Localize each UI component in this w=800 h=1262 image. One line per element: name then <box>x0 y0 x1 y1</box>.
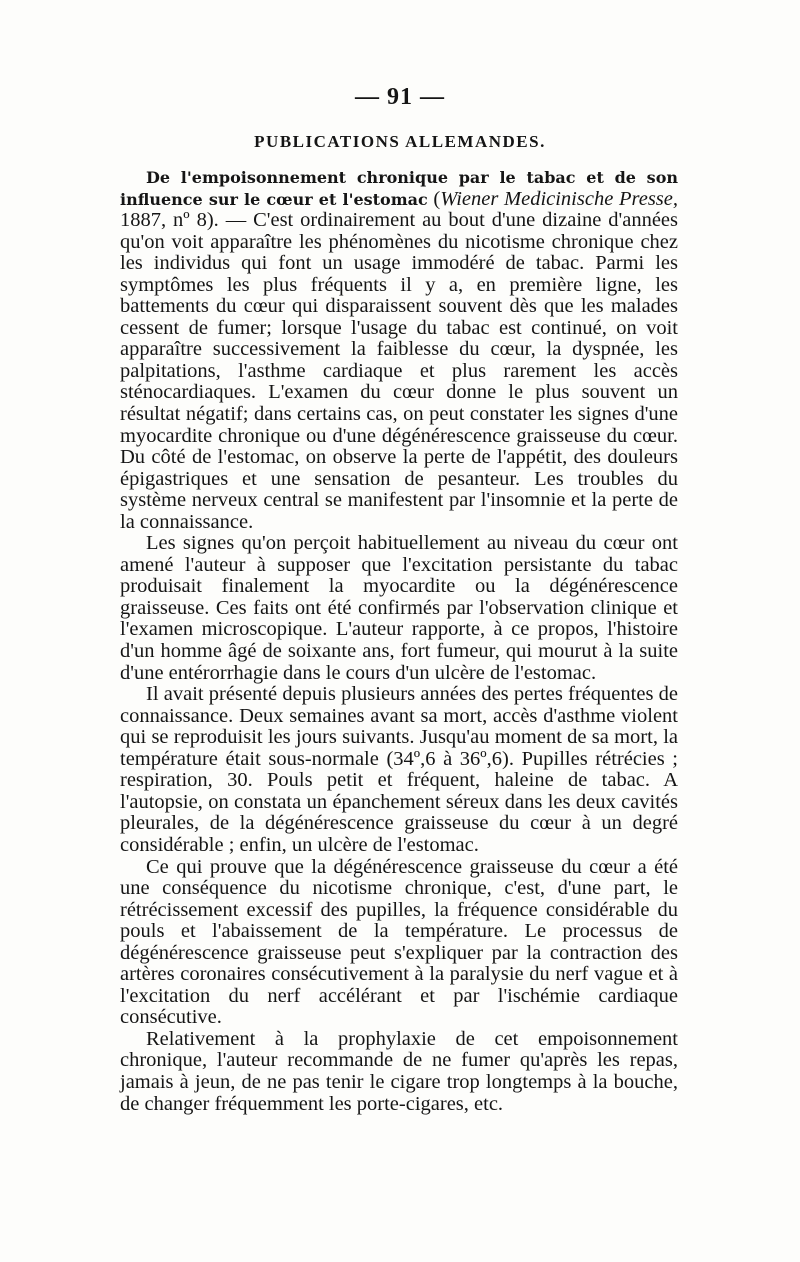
citation-open: ( <box>427 187 441 210</box>
paragraph: Ce qui prouve que la dégénérescence graisseuse du cœur a été une conséquence du nicotisme chronique, c'est, d'une part, le rétrécissement excessif des pupilles, la fréquence considérable du pouls et l'abaissement de la température. Le processus de dégénérescence graisseuse peut s'expliquer par la contraction des artères coronaires consécutivement à la paralysie du nerf vague et à l'excitation du nerf accélérant et par l'ischémie cardiaque consécutive. <box>120 855 678 1029</box>
paragraph: Relativement à la prophylaxie de cet empoisonnement chronique, l'auteur recommande de ne fumer qu'après les repas, jamais à jeun, de ne pas tenir le cigare trop longtemps à la bouche, de changer fréquemment les porte-cigares, etc. <box>120 1027 678 1115</box>
paragraph: Les signes qu'on perçoit habituellement au niveau du cœur ont amené l'auteur à supposer que l'excitation persistante du tabac produisait finalement la myocardite ou la dégénérescence graisseuse. Ces faits ont été confirmés par l'observation clinique et l'examen microscopique. L'auteur rapporte, à ce propos, l'histoire d'un homme âgé de soixante ans, fort fumeur, qui mourut à la suite d'une entérorrhagie dans le cours d'un ulcère de l'estomac. <box>120 532 678 684</box>
paragraph: Il avait présenté depuis plusieurs années des pertes fréquentes de connaissance. Deux semaines avant sa mort, accès d'asthme violent qui se reproduisit les jours suivants. Jusqu'au moment de sa mort, la température était sous-normale (34º,6 à 36º,6). Pupilles rétrécies ; respiration, 30. Pouls petit et fréquent, haleine de tabac. A l'autopsie, on constata un épanchement séreux dans les deux cavités pleurales, de la dégénérescence graisseuse du cœur à un degré considérable ; enfin, un ulcère de l'estomac. <box>120 683 678 856</box>
section-heading: PUBLICATIONS ALLEMANDES. <box>254 132 546 151</box>
article-body <box>120 167 678 1115</box>
article-title: De l'empoisonnement chronique par le tabac et de son influence sur le cœur et l'estomac <box>120 168 678 209</box>
journal-name: Wiener Medicinische Presse, <box>440 187 678 210</box>
page-number: — 91 — <box>355 84 445 110</box>
citation-details: 1887, nº 8). <box>120 209 219 232</box>
article-first-paragraph <box>120 167 678 533</box>
intro-text: — C'est ordinairement au bout d'une dizaine d'années qu'on voit apparaître les phénomènes du nicotisme chronique chez les individus qui font un usage immodéré de tabac. Parmi les symptômes les plus fréquents il y a, en première ligne, les battements du cœur qui disparaissent souvent dès que les malades cessent de fumer; lorsque l'usage du tabac est continué, on voit apparaître successivement la faiblesse du cœur, la dyspnée, les palpitations, l'asthme cardiaque et plus rarement les accès sténocardiaques. L'examen du cœur donne le plus souvent un résultat négatif; dans certains cas, on peut constater les signes d'une myocardite chronique ou d'une dégénérescence graisseuse du cœur. Du côté de l'estomac, on observe la perte de l'appétit, des douleurs épigastriques et une sensation de pesanteur. Les troubles du système nerveux central se manifestent par l'insomnie et la perte de la connaissance. <box>120 209 678 533</box>
